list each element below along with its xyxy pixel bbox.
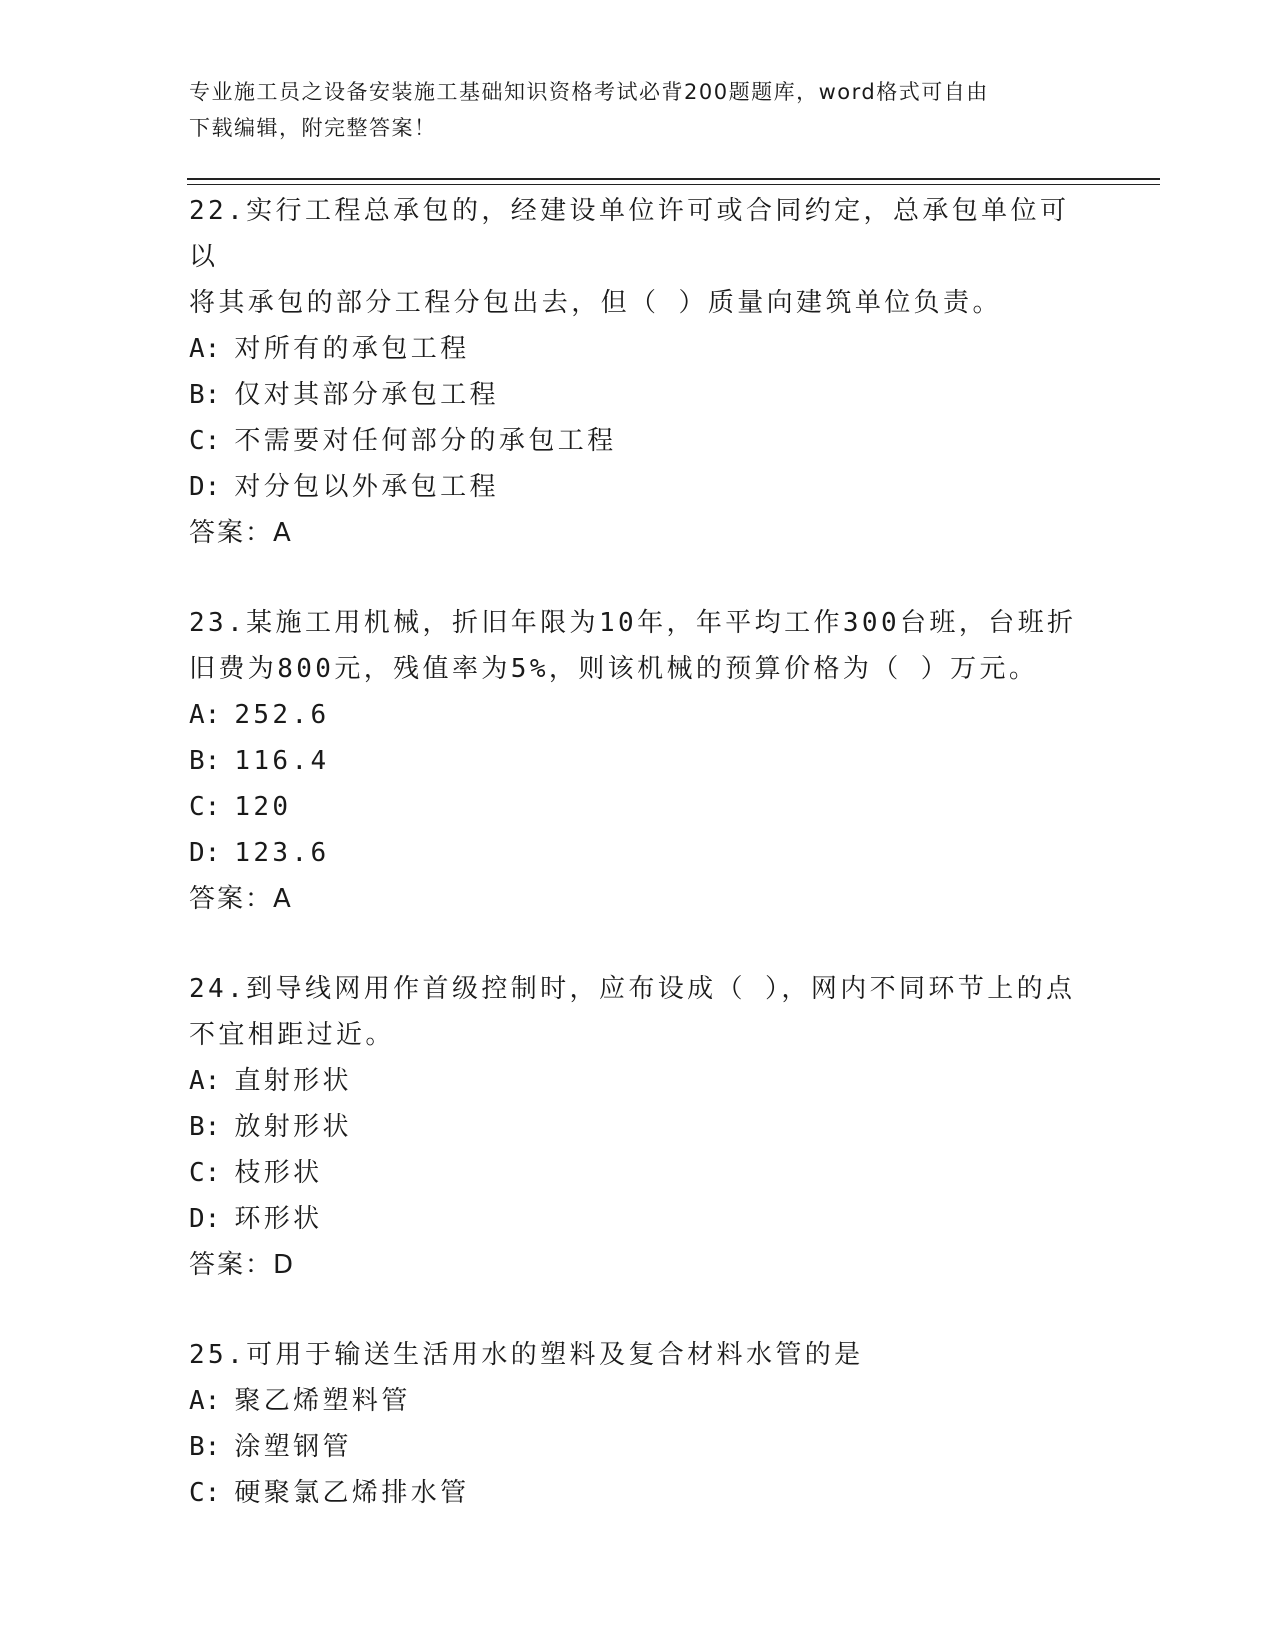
option-c: C: 120 xyxy=(189,792,292,822)
option-letter: A xyxy=(189,334,205,364)
question-stem-line: 25.可用于输送生活用水的塑料及复合材料水管的是 xyxy=(189,1340,864,1370)
answer-line xyxy=(189,1242,1089,1288)
option-letter: A xyxy=(189,700,205,730)
question-stem-line: 将其承包的部分工程分包出去，但（ ）质量向建筑单位负责。 xyxy=(189,288,1002,318)
answer-value: A xyxy=(273,518,292,548)
answer-value: D xyxy=(273,1250,295,1280)
answer-value: A xyxy=(273,884,292,914)
header-line-2: 下载编辑，附完整答案！ xyxy=(189,116,437,140)
question-25 xyxy=(189,1332,1089,1516)
option-c: C: 枝形状 xyxy=(189,1158,323,1188)
option-text: 仅对其部分承包工程 xyxy=(234,380,499,410)
header-divider-thick xyxy=(187,178,1160,180)
answer-label: 答案： xyxy=(189,1250,274,1280)
question-23 xyxy=(189,600,1089,922)
option-d: D: 123.6 xyxy=(189,838,330,868)
answer-label: 答案： xyxy=(189,884,274,914)
option-letter: A xyxy=(189,1386,205,1416)
option-text: 环形状 xyxy=(234,1204,323,1234)
answer-line xyxy=(189,510,1089,556)
option-text: 不需要对任何部分的承包工程 xyxy=(234,426,617,456)
question-stem-line: 23.某施工用机械，折旧年限为10年，年平均工作300台班，台班折 xyxy=(189,608,1077,638)
question-stem-line: 旧费为800元，残值率为5%，则该机械的预算价格为（ ）万元。 xyxy=(189,654,1039,684)
answer-line xyxy=(189,876,1089,922)
option-a: A: 聚乙烯塑料管 xyxy=(189,1386,411,1416)
option-c: C: 不需要对任何部分的承包工程 xyxy=(189,426,617,456)
option-letter: C xyxy=(189,792,205,822)
option-text: 枝形状 xyxy=(234,1158,323,1188)
option-text: 123.6 xyxy=(234,838,330,868)
option-letter: B xyxy=(189,1432,205,1462)
question-stem-line: 22.实行工程总承包的，经建设单位许可或合同约定，总承包单位可以 xyxy=(189,196,1070,272)
option-text: 放射形状 xyxy=(234,1112,352,1142)
question-22 xyxy=(189,188,1089,556)
option-text: 对所有的承包工程 xyxy=(234,334,470,364)
option-letter: B xyxy=(189,746,205,776)
option-b: B: 涂塑钢管 xyxy=(189,1432,352,1462)
answer-label: 答案： xyxy=(189,518,274,548)
option-text: 直射形状 xyxy=(234,1066,352,1096)
option-a: A: 252.6 xyxy=(189,700,330,730)
question-list xyxy=(189,188,1089,1516)
option-letter: C xyxy=(189,426,205,456)
option-text: 涂塑钢管 xyxy=(234,1432,352,1462)
option-text: 116.4 xyxy=(234,746,330,776)
option-text: 聚乙烯塑料管 xyxy=(234,1386,411,1416)
option-c: C: 硬聚氯乙烯排水管 xyxy=(189,1478,470,1508)
option-text: 对分包以外承包工程 xyxy=(234,472,499,502)
question-stem-line: 24.到导线网用作首级控制时，应布设成（ ），网内不同环节上的点 xyxy=(189,974,1076,1004)
option-b: B: 放射形状 xyxy=(189,1112,352,1142)
option-letter: B xyxy=(189,380,205,410)
option-letter: C xyxy=(189,1158,205,1188)
option-letter: D xyxy=(189,1204,205,1234)
option-b: B: 仅对其部分承包工程 xyxy=(189,380,499,410)
option-letter: A xyxy=(189,1066,205,1096)
option-letter: D xyxy=(189,472,205,502)
option-a: A: 对所有的承包工程 xyxy=(189,334,470,364)
option-letter: B xyxy=(189,1112,205,1142)
option-a: A: 直射形状 xyxy=(189,1066,352,1096)
option-letter: C xyxy=(189,1478,205,1508)
document-header xyxy=(189,74,1089,146)
header-line-1: 专业施工员之设备安装施工基础知识资格考试必背200题题库，word格式可自由 xyxy=(189,80,989,104)
question-24 xyxy=(189,966,1089,1288)
option-d: D: 对分包以外承包工程 xyxy=(189,472,499,502)
option-text: 120 xyxy=(234,792,292,822)
question-stem-line: 不宜相距过近。 xyxy=(189,1020,395,1050)
option-text: 252.6 xyxy=(234,700,330,730)
option-b: B: 116.4 xyxy=(189,746,330,776)
header-divider-thin xyxy=(187,184,1160,185)
option-d: D: 环形状 xyxy=(189,1204,323,1234)
option-text: 硬聚氯乙烯排水管 xyxy=(234,1478,470,1508)
option-letter: D xyxy=(189,838,205,868)
